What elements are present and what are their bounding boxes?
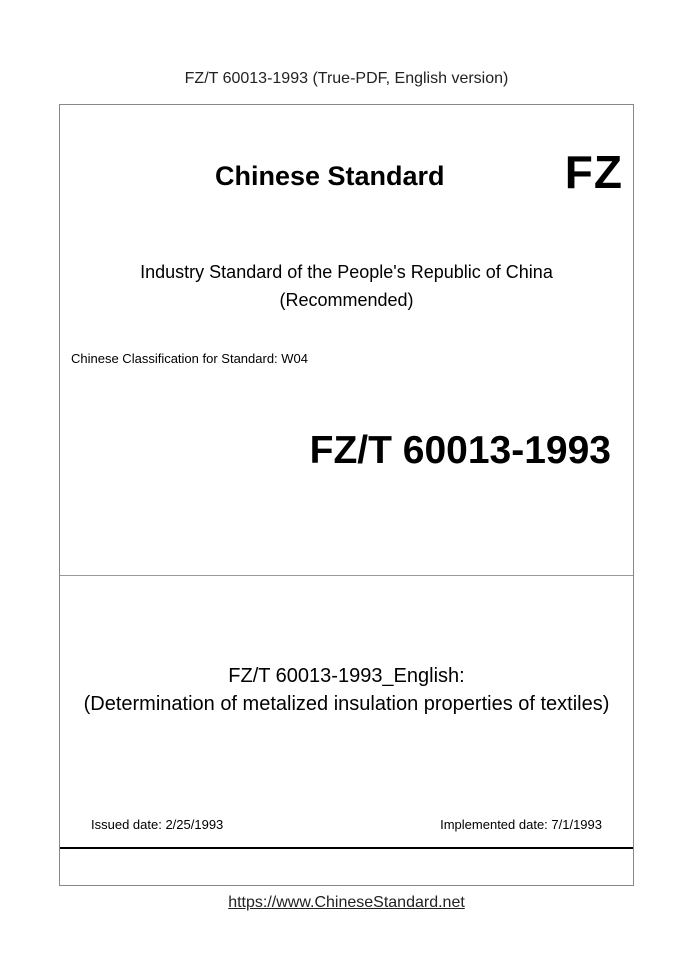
document-title-line-2: (Determination of metalized insulation properties of textiles)	[83, 693, 610, 715]
document-title-line-1: FZ/T 60013-1993_English:	[228, 665, 465, 687]
industry-line-1: Industry Standard of the People's Republic of China	[140, 262, 553, 282]
industry-line-2: (Recommended)	[279, 290, 414, 310]
standard-abbreviation: FZ	[564, 146, 623, 198]
implemented-date: Implemented date: 7/1/1993	[440, 817, 602, 832]
industry-standard-text	[60, 258, 633, 314]
website-link[interactable]: https://www.ChineseStandard.net	[228, 894, 465, 911]
page-header: FZ/T 60013-1993 (True-PDF, English version)	[184, 70, 509, 87]
standard-code: FZ/T 60013-1993	[309, 429, 611, 472]
document-title	[60, 662, 633, 718]
classification-text: Chinese Classification for Standard: W04	[71, 351, 309, 366]
footer	[0, 894, 693, 912]
cover-top-section	[60, 105, 633, 576]
issued-date: Issued date: 2/25/1993	[91, 817, 224, 832]
cover-bottom-section	[60, 848, 633, 885]
cover-middle-section	[60, 576, 633, 849]
standard-title: Chinese Standard	[215, 161, 445, 191]
cover-frame	[59, 104, 634, 886]
